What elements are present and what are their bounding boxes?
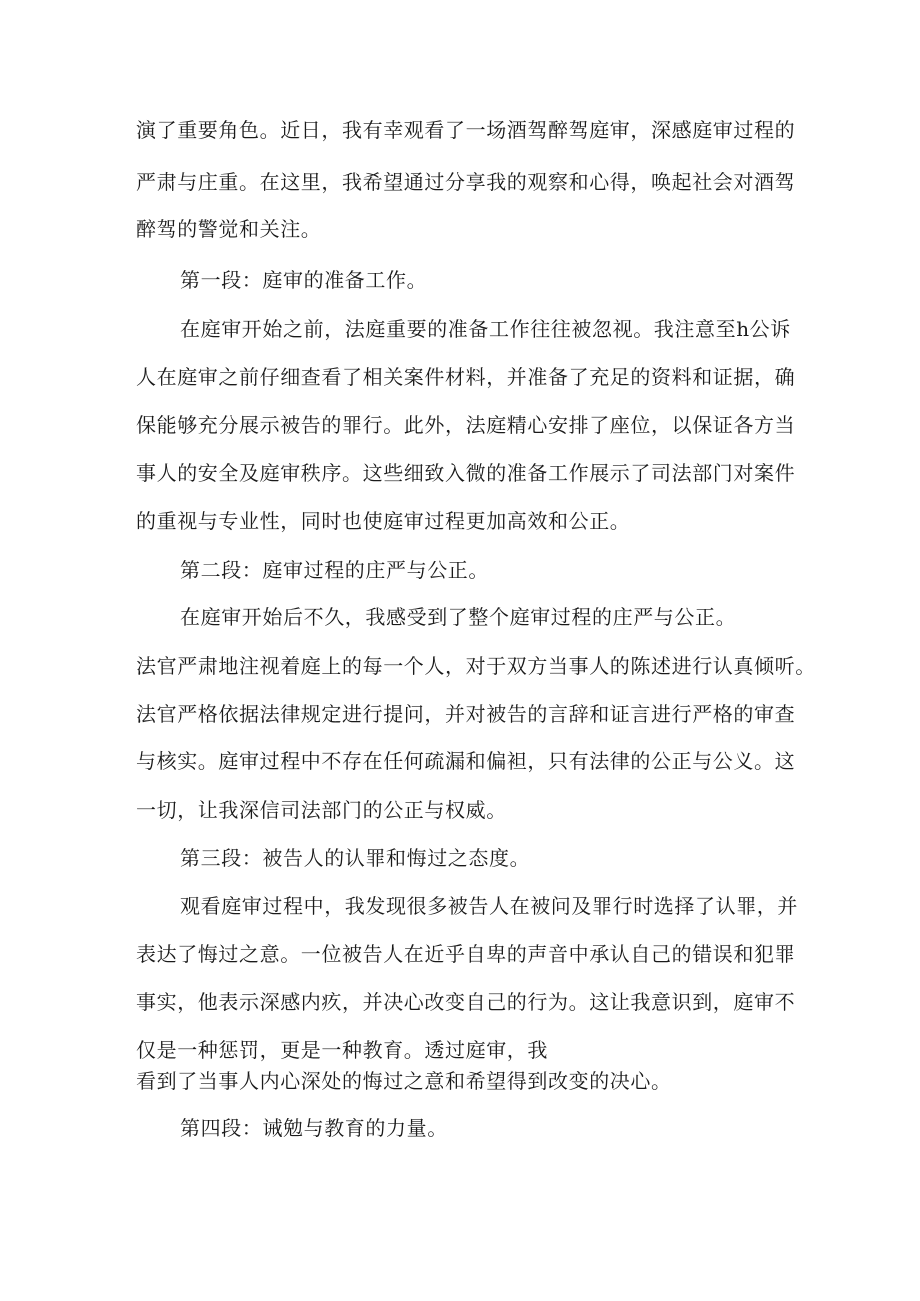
text-line: 表达了悔过之意。一位被告人在近乎自卑的声音中承认自己的错误和犯罪 — [136, 942, 796, 966]
text-line: 在庭审开始之前，法庭重要的准备工作往往被忽视。我注意至h公诉 — [180, 317, 791, 341]
text-line: 仅是一种惩罚，更是一种教育。透过庭审，我 — [136, 1038, 548, 1062]
text-line: 醉驾的警觉和关注。 — [136, 217, 322, 241]
section-heading: 第二段：庭审过程的庄严与公正。 — [180, 558, 489, 582]
text-line: 看到了当事人内心深处的悔过之意和希望得到改变的决心。 — [136, 1069, 672, 1093]
text-line: 在庭审开始后不久，我感受到了整个庭审过程的庄严与公正。 — [180, 605, 737, 629]
text-line: 事人的安全及庭审秩序。这些细致入微的准备工作展示了司法部门对案件 — [136, 461, 796, 485]
section-heading: 第四段：诫勉与教育的力量。 — [180, 1116, 448, 1140]
text-line: 人在庭审之前仔细查看了相关案件材料，并准备了充足的资料和证据，确 — [136, 365, 796, 389]
text-line: 法官严肃地注视着庭上的每一个人，对于双方当事人的陈述进行认真倾听。 — [136, 654, 816, 678]
text-line: 的重视与专业性，同时也使庭审过程更加高效和公正。 — [136, 509, 631, 533]
text-line: 观看庭审过程中，我发现很多被告人在被问及罪行时选择了认罪，并 — [180, 894, 798, 918]
text-line: 法官严格依据法律规定进行提问，并对被告的言辞和证言进行严格的审查 — [136, 702, 796, 726]
text-line: 与核实。庭审过程中不存在任何疏漏和偏袒，只有法律的公正与公义。这 — [136, 749, 796, 773]
text-line: 严肃与庄重。在这里，我希望通过分享我的观察和心得，唤起社会对酒驾 — [136, 170, 796, 194]
text-line: 一切，让我深信司法部门的公正与权威。 — [136, 798, 507, 822]
text-line: 演了重要角色。近日，我有幸观看了一场酒驾醉驾庭审，深感庭审过程的 — [136, 118, 796, 142]
section-heading: 第一段：庭审的准备工作。 — [180, 268, 428, 292]
text-line: 保能够充分展示被告的罪行。此外，法庭精心安排了座位，以保证各方当 — [136, 413, 796, 437]
text-line: 事实，他表示深感内疚，并决心改变自己的行为。这让我意识到，庭审不 — [136, 990, 796, 1014]
section-heading: 第三段：被告人的认罪和悔过之态度。 — [180, 846, 531, 870]
